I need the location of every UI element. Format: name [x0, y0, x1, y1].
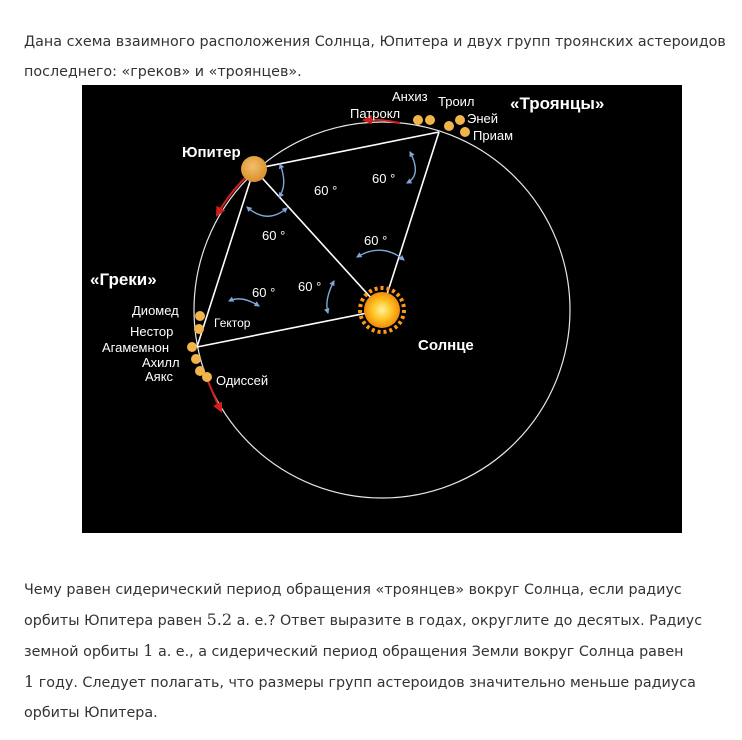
angle-arc-trojans — [407, 152, 415, 183]
intro-line-2: последнего: «греков» и «троянцев». — [24, 64, 302, 80]
sun-label: Солнце — [418, 337, 474, 354]
question-text — [24, 575, 736, 728]
intro-line-1: Дана схема взаимного расположения Солнца, Юпитера и двух групп троянских астероидов — [24, 34, 726, 50]
angle-label-5: 60 ° — [298, 279, 322, 294]
angle-arc-jupiter-right — [279, 164, 284, 197]
angle-arc-jupiter-lower — [247, 207, 287, 216]
diagram-svg — [82, 85, 682, 533]
asteroid-diomedes — [195, 311, 205, 321]
jupiter-planet — [241, 156, 267, 182]
trojan-name-troilus: Троил — [438, 94, 475, 109]
jupiter-orbit-radius: 5.2 — [206, 610, 233, 629]
asteroid-troilus — [444, 121, 454, 131]
angle-label-3: 60 ° — [372, 171, 396, 186]
sun — [360, 288, 404, 332]
greeks-group-label: «Греки» — [90, 270, 157, 289]
question-line-2: орбиты Юпитера равен 5.2 а. е.? Ответ выразите в годах, округлите до десятых. Радиус — [24, 610, 703, 629]
trojan-name-aeneas: Эней — [467, 111, 499, 126]
intro-text — [24, 27, 736, 87]
angle-label-2: 60 ° — [262, 228, 286, 243]
angle-label-4: 60 ° — [364, 233, 388, 248]
question-line-3: земной орбиты 1 а. е., а сидерический период обращения Земли вокруг Солнца равен — [24, 641, 684, 660]
angle-label-1: 60 ° — [314, 183, 338, 198]
greek-name-diomedes: Диомед — [132, 303, 179, 318]
greek-name-nestor: Нестор — [130, 324, 174, 339]
asteroid-aeneas — [455, 115, 465, 125]
greek-name-agamemnon: Агамемнон — [102, 340, 170, 355]
trojan-asteroids-diagram — [82, 85, 682, 533]
asteroid-achilles — [191, 354, 201, 364]
asteroid-odysseus — [202, 372, 212, 382]
trojan-name-patroclus: Патрокл — [350, 106, 401, 121]
jupiter-label: Юпитер — [182, 144, 241, 161]
angle-arc-sun-left — [327, 281, 334, 313]
question-line-5: орбиты Юпитера. — [24, 705, 158, 721]
trojans-group-label: «Троянцы» — [510, 94, 605, 113]
angle-label-6: 60 ° — [252, 285, 276, 300]
triangle-lines — [197, 132, 439, 347]
asteroid-patroclus — [413, 115, 423, 125]
greek-name-achilles: Ахилл — [142, 355, 180, 370]
greek-name-ajax: Аякс — [145, 369, 174, 384]
earth-period: 1 — [24, 672, 35, 691]
greek-name-odysseus: Одиссей — [216, 373, 269, 388]
hector-label: Гектор — [214, 316, 251, 330]
asteroid-agamemnon — [187, 342, 197, 352]
question-line-4: 1 году. Следует полагать, что размеры групп астероидов значительно меньше радиуса — [24, 672, 696, 691]
asteroid-nestor — [194, 324, 204, 334]
question-line-1: Чему равен сидерический период обращения «троянцев» вокруг Солнца, если радиус — [24, 582, 682, 598]
trojan-name-anchises: Анхиз — [392, 89, 428, 104]
asteroid-anchises — [425, 115, 435, 125]
earth-orbit-radius: 1 — [143, 641, 154, 660]
trojan-name-priam: Приам — [473, 128, 514, 143]
angle-arc-sun-upper — [357, 250, 404, 260]
asteroid-priam — [460, 127, 470, 137]
